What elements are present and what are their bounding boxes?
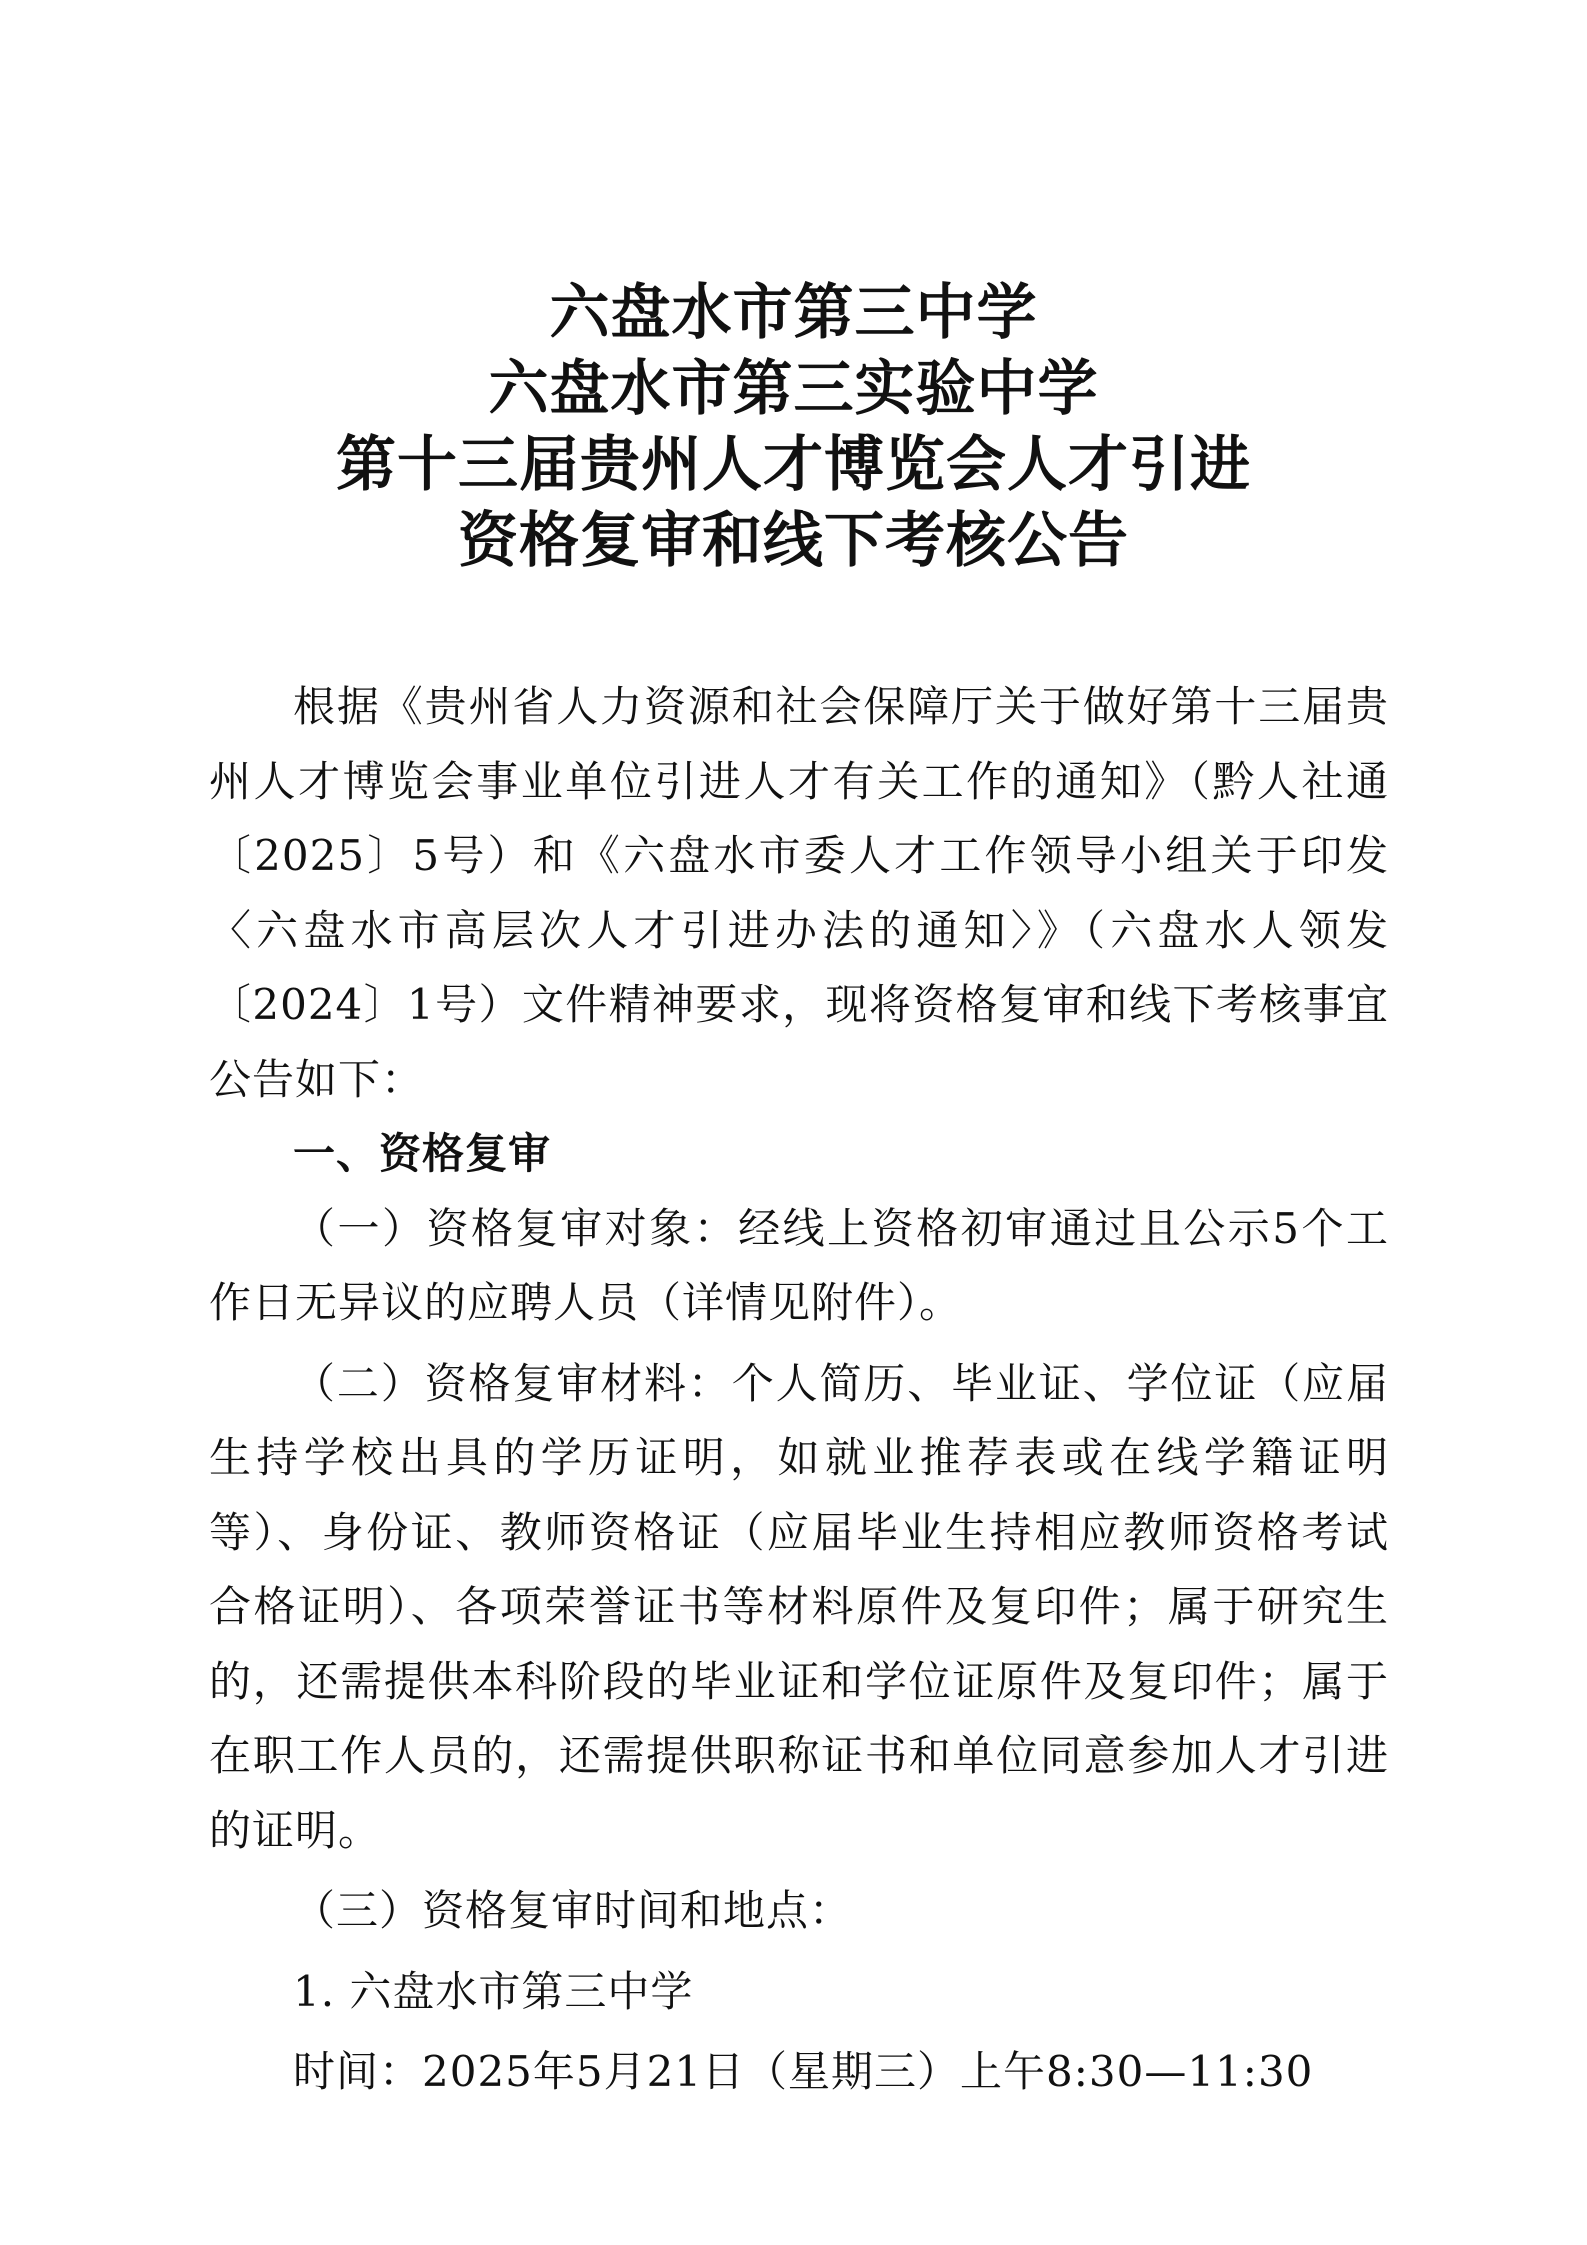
title-line-4: 资格复审和线下考核公告 [458, 506, 1129, 576]
document-body [209, 670, 1389, 2110]
title-line-2: 六盘水市第三实验中学 [488, 354, 1099, 424]
document-title [0, 275, 1587, 579]
intro-paragraph: 根据《贵州省人力资源和社会保障厅关于做好第十三届贵州人才博览会事业单位引进人才有关工作的通知》（黔人社通〔2025〕5号）和《六盘水市委人才工作领导小组关于印发〈六盘水市高层次人才引进办法的通知〉》（六盘水人领发〔2024〕1号）文件精神要求，现将资格复审和线下考核事宜公告如下： [209, 682, 1389, 1104]
title-line-1: 六盘水市第三中学 [549, 278, 1038, 348]
school-1-time: 时间：2025年5月21日（星期三）上午8:30—11:30 [293, 2047, 1314, 2096]
section-heading-qualification-review: 一、资格复审 [293, 1129, 552, 1178]
school-1-label: 1. 六盘水市第三中学 [293, 1966, 694, 2016]
title-line-3: 第十三届贵州人才博览会人才引进 [336, 430, 1251, 500]
review-target-paragraph: （一）资格复审对象：经线上资格初审通过且公示5个工作日无异议的应聘人员（详情见附件）。 [209, 1203, 1389, 1327]
review-materials-paragraph: （二）资格复审材料：个人简历、毕业证、学位证（应届生持学校出具的学历证明，如就业推荐表或在线学籍证明等）、身份证、教师资格证（应届毕业生持相应教师资格考试合格证明）、各项荣誉证书等材料原件及复印件；属于研究生的，还需提供本科阶段的毕业证和学位证原件及复印件；属于在职工作人员的，还需提供职称证书和单位同意参加人才引进的证明。 [209, 1358, 1389, 1855]
review-time-place-paragraph: （三）资格复审时间和地点： [293, 1886, 853, 1935]
